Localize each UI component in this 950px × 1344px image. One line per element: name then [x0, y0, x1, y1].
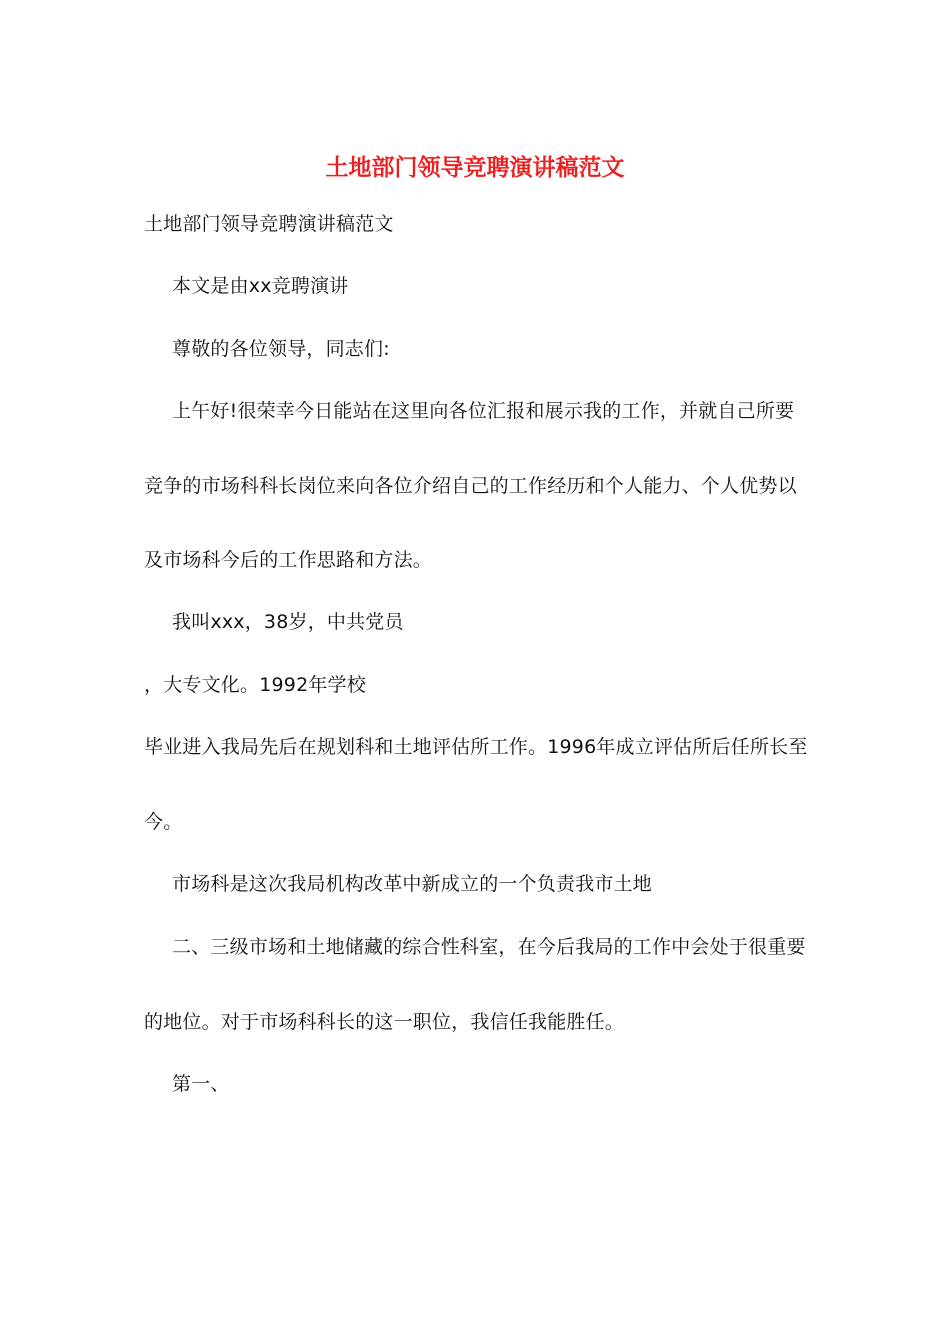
body-line: 土地部门领导竞聘演讲稿范文 [144, 213, 394, 235]
body-line: 及市场科今后的工作思路和方法。 [144, 549, 433, 571]
body-line: 的地位。对于市场科科长的这一职位，我信任我能胜任。 [144, 1011, 625, 1033]
body-line: 毕业进入我局先后在规划科和土地评估所工作。1996年成立评估所后任所长至 [144, 736, 808, 758]
body-line: 第一、 [172, 1073, 230, 1095]
body-line: 上午好!很荣幸今日能站在这里向各位汇报和展示我的工作，并就自己所要 [172, 400, 795, 422]
body-line: ，大专文化。1992年学校 [144, 674, 366, 696]
body-line: 二、三级市场和土地储藏的综合性科室，在今后我局的工作中会处于很重要 [172, 936, 806, 958]
document-title: 土地部门领导竞聘演讲稿范文 [325, 154, 625, 181]
body-line: 今。 [144, 811, 183, 833]
body-line: 市场科是这次我局机构改革中新成立的一个负责我市土地 [172, 873, 653, 895]
body-line: 竞争的市场科科长岗位来向各位介绍自己的工作经历和个人能力、个人优势以 [144, 475, 797, 497]
body-line: 尊敬的各位领导，同志们: [172, 338, 390, 360]
body-line: 我叫xxx，38岁，中共党员 [172, 611, 404, 633]
body-line: 本文是由xx竞聘演讲 [172, 275, 349, 297]
